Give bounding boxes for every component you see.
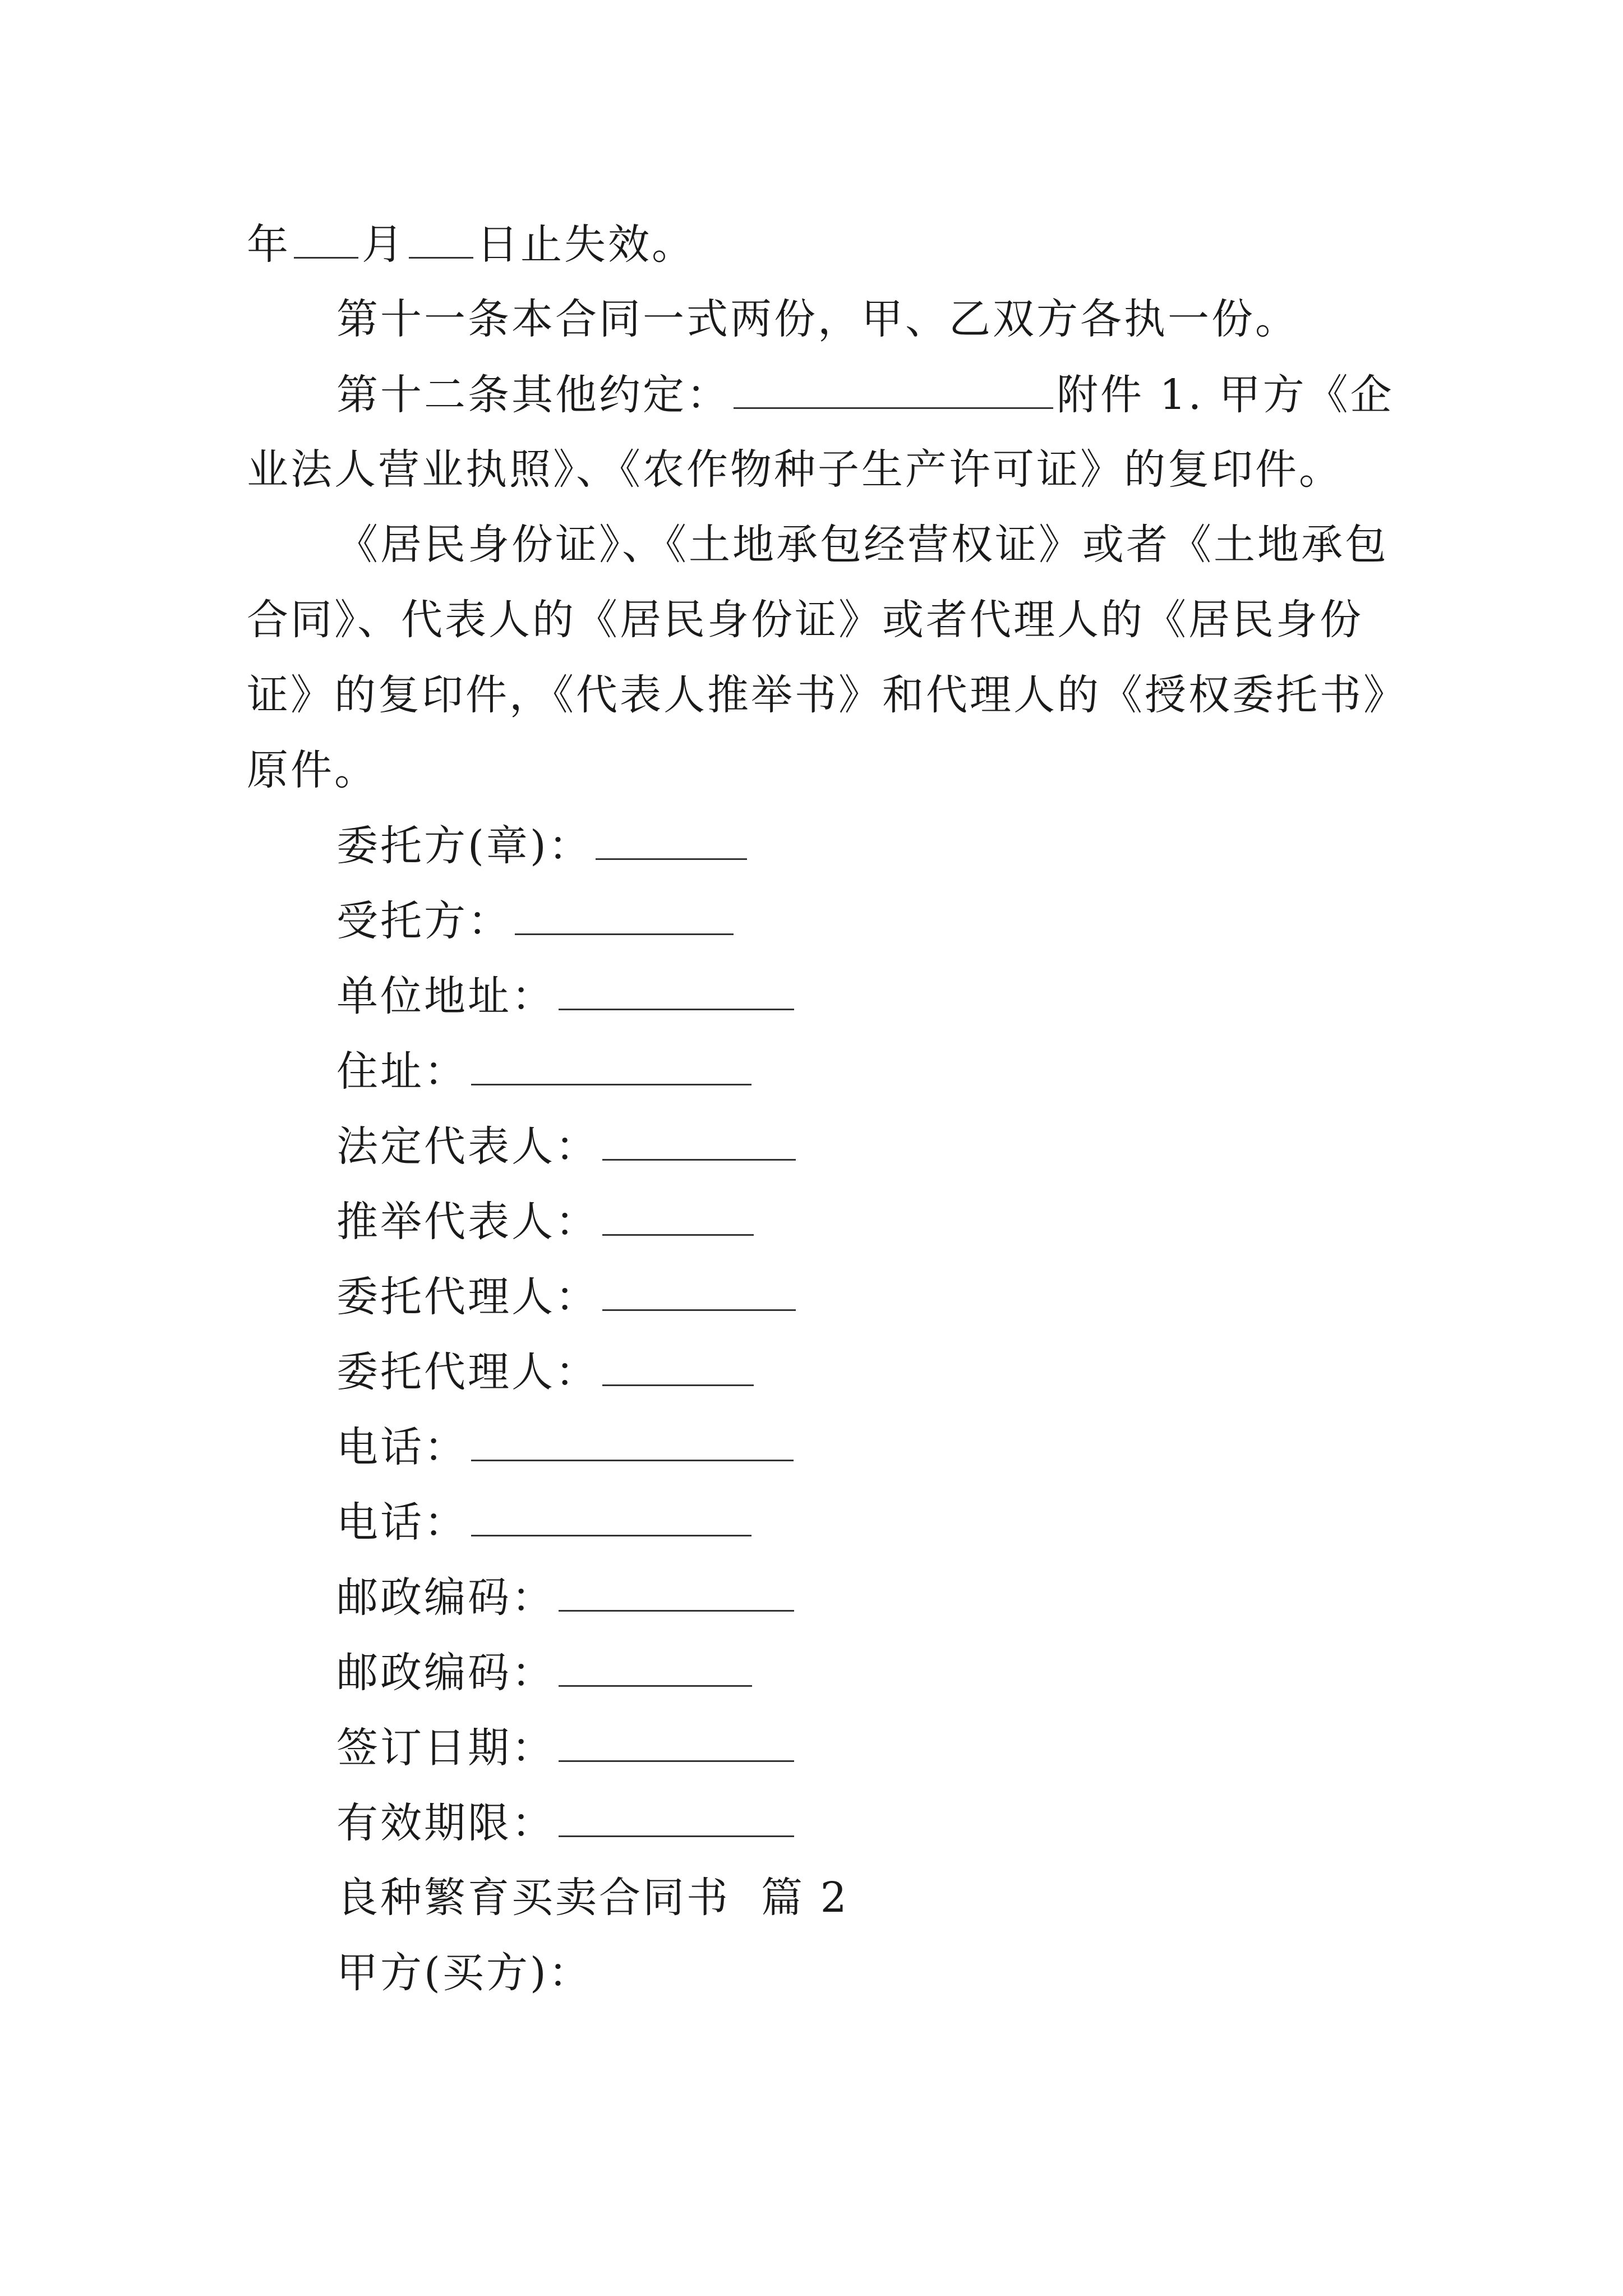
text-year: 年 [247,220,291,269]
blank-day [409,223,473,259]
field-agent-2 [336,1348,757,1396]
text-article-11: 第十一条本合同一式两份，甲、乙双方各执一份。 [336,295,1299,343]
text-month: 月 [362,220,405,269]
field-label: 委托代理人： [336,1348,599,1396]
text-line-8: 原件。 [247,746,378,794]
field-blank [602,1351,754,1386]
field-label: 电话： [336,1498,468,1547]
field-label: 邮政编码： [336,1649,555,1697]
text-line-7: 证》的复印件，《代表人推举书》和代理人的《授权委托书》 [247,671,1407,719]
field-blank [471,1501,751,1536]
field-postcode-1 [336,1573,797,1622]
field-legal-representative [336,1122,799,1171]
field-label: 法定代表人： [336,1122,599,1171]
blank-other-terms [734,374,1053,409]
field-blank [559,1651,752,1687]
field-blank [559,1727,794,1762]
blank-month [294,223,358,259]
field-postcode-2 [336,1649,755,1697]
field-label: 签订日期： [336,1724,555,1772]
field-blank [602,1200,754,1236]
field-agent-1 [336,1273,799,1321]
text-day-suffix: 日止失效。 [477,220,695,269]
field-blank [559,975,794,1010]
field-elected-representative [336,1198,757,1246]
field-blank [602,1125,796,1161]
text-attachment-1: 附件 1. 甲方《企 [1057,371,1394,419]
field-blank [515,900,734,935]
field-label: 单位地址： [336,972,555,1020]
field-label: 委托方(章)： [336,822,592,870]
field-validity-period [336,1799,797,1847]
field-blank [602,1276,796,1311]
field-label: 受托方： [336,897,511,945]
field-phone-1 [336,1423,797,1471]
field-blank [559,1576,794,1612]
text-line-5: 《居民身份证》、《土地承包经营权证》或者《土地承包 [336,521,1389,569]
text-article-12-prefix: 第十二条其他约定： [336,371,730,419]
text-line-6: 合同》、代表人的《居民身份证》或者代理人的《居民身份 [247,596,1363,644]
field-blank [596,825,747,860]
field-residence [336,1047,755,1096]
section-title: 良种繁育买卖合同书 篇 2 [336,1874,849,1922]
field-label: 推举代表人： [336,1198,599,1246]
field-signing-date [336,1724,797,1772]
field-blank [559,1802,794,1837]
text-article-12 [336,371,1394,419]
field-phone-2 [336,1498,755,1547]
field-blank [471,1050,751,1085]
field-entrusted-party [336,897,737,945]
field-label: 电话： [336,1423,468,1471]
party-a-label: 甲方(买方)： [336,1949,592,1997]
field-company-address [336,972,797,1020]
field-entrusting-party [336,822,750,870]
field-label: 邮政编码： [336,1573,555,1622]
field-blank [471,1426,794,1461]
field-label: 有效期限： [336,1799,555,1847]
field-label: 委托代理人： [336,1273,599,1321]
text-line-4: 业法人营业执照》、《农作物种子生产许可证》的复印件。 [247,445,1343,494]
text-line-expiry [247,220,695,269]
field-label: 住址： [336,1047,468,1096]
